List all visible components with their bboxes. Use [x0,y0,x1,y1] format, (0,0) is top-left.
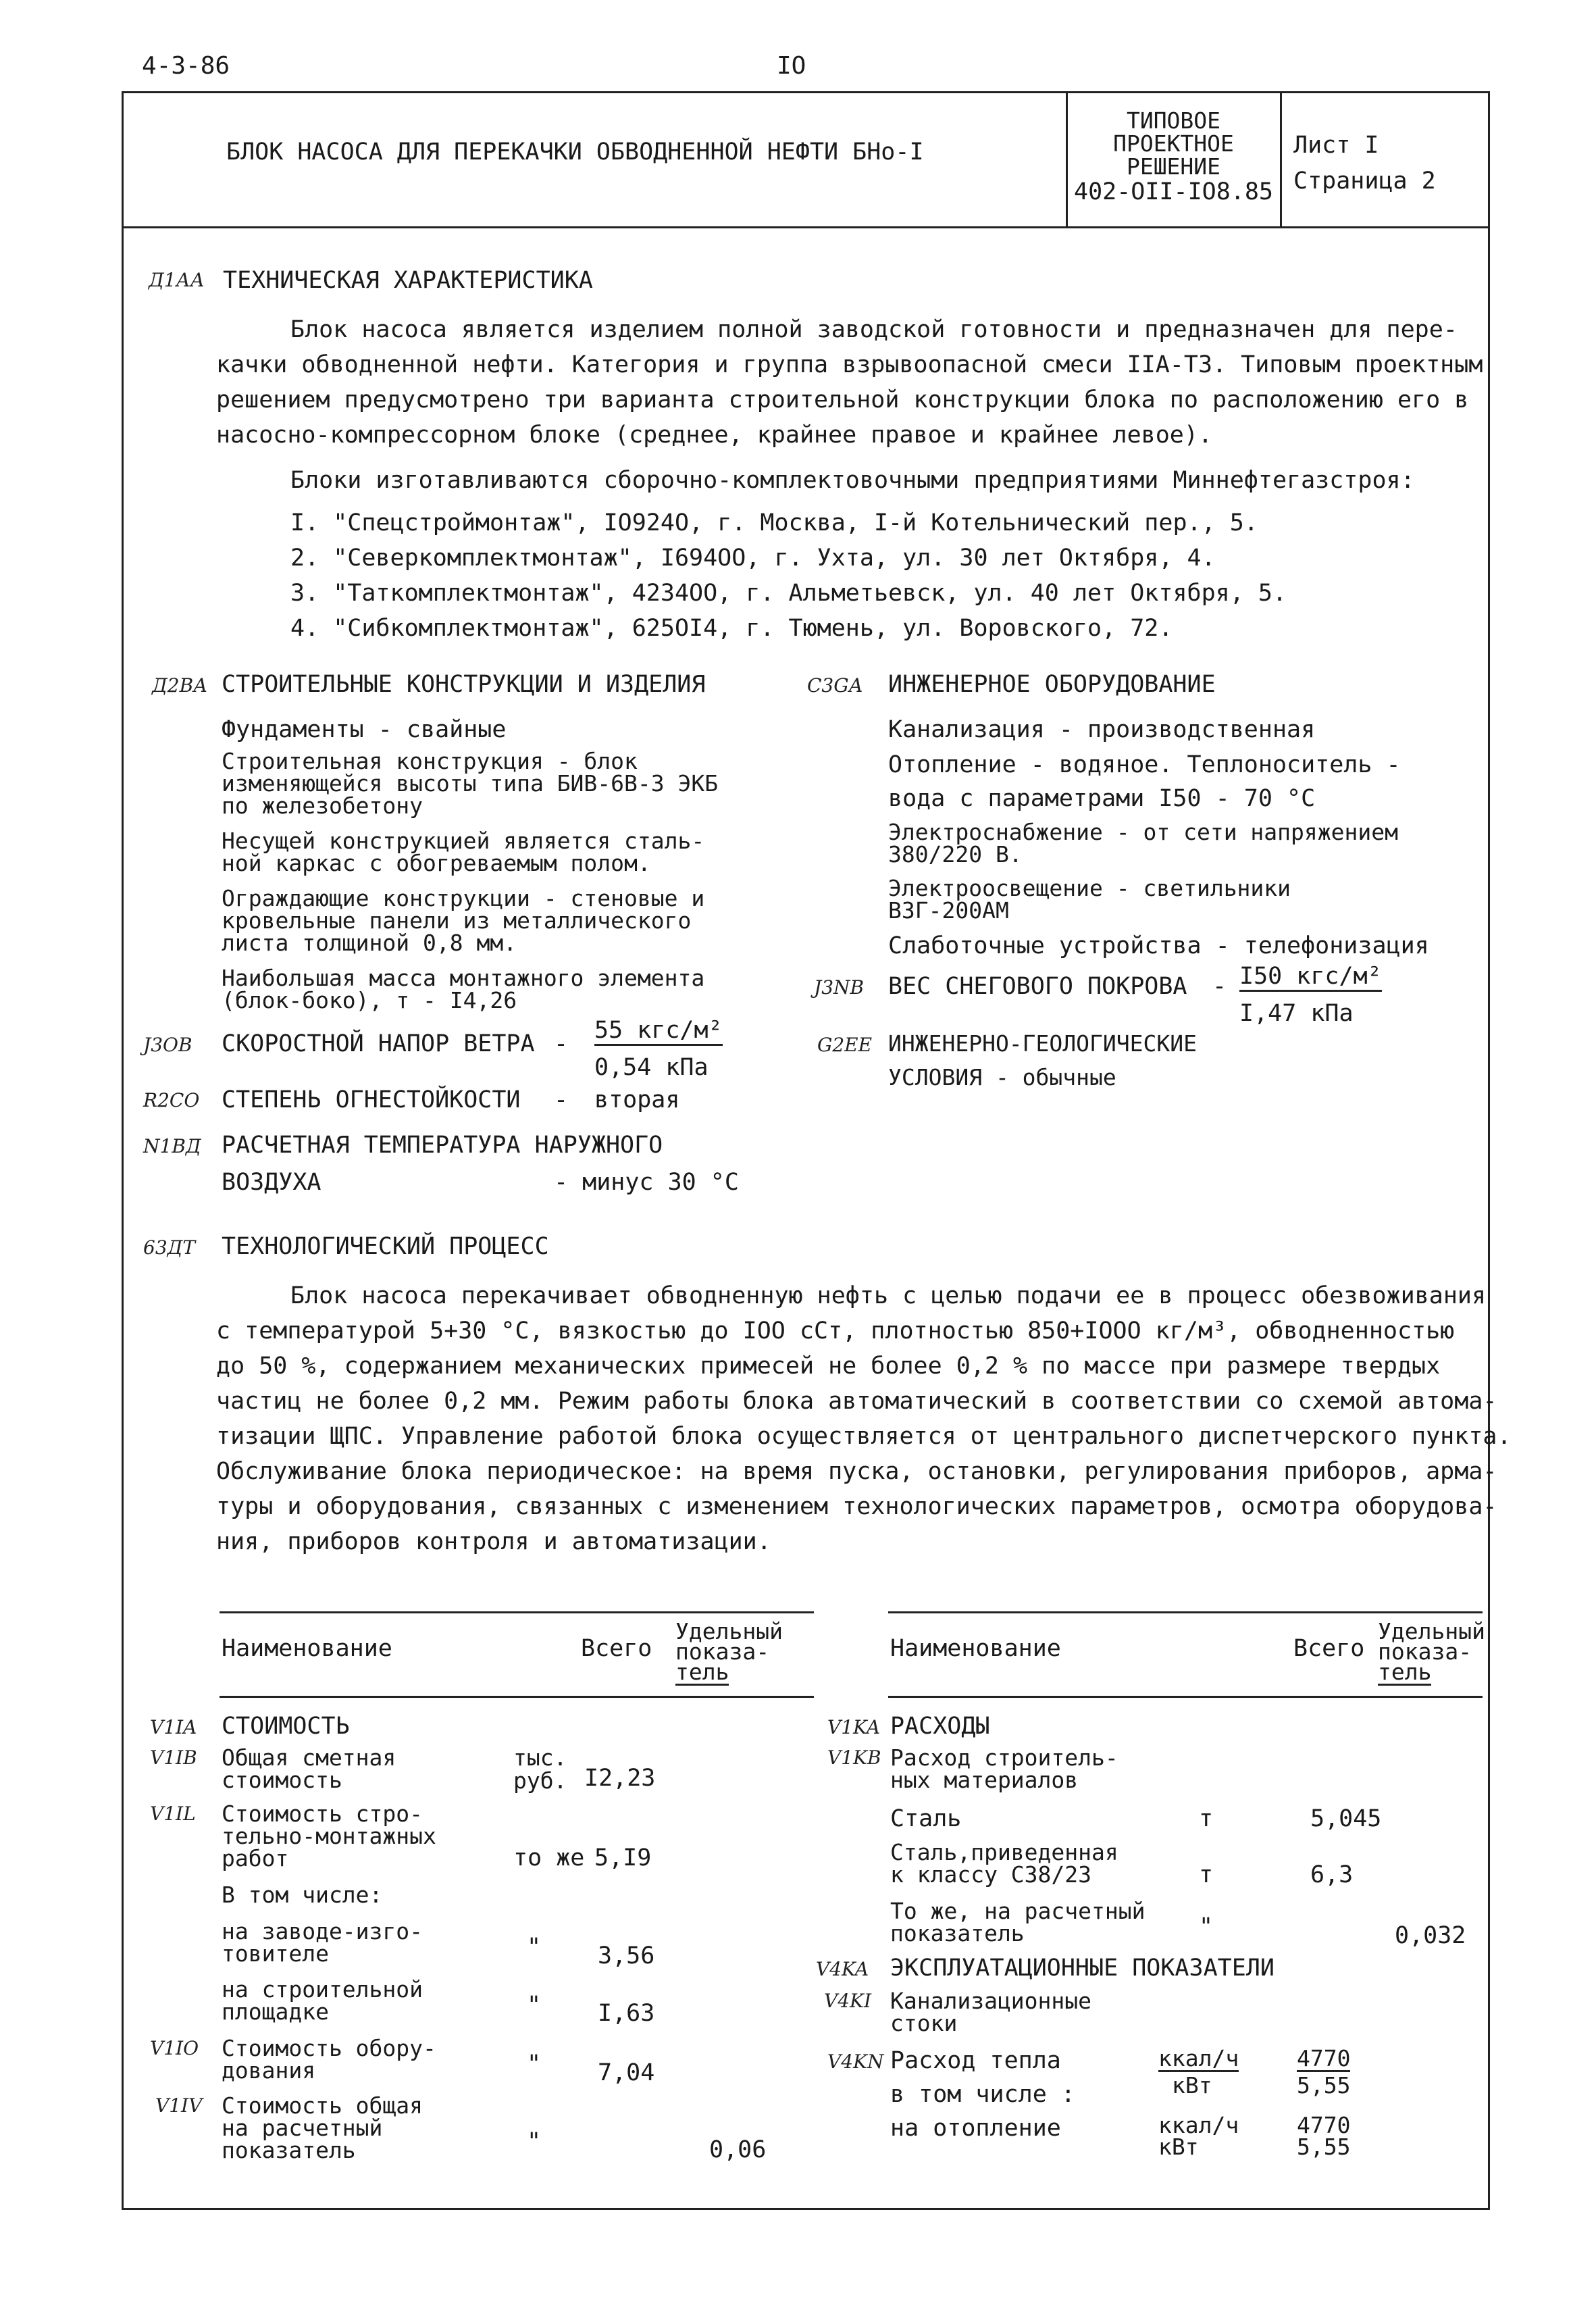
table-row: тельно-монтажных [222,1823,436,1849]
row-code: V4KA [816,1958,869,1980]
constr-line: Наибольшая масса монтажного элемента [222,965,705,991]
table-head-rule [888,1696,1483,1698]
table-row: Стоимость обору- [222,2035,436,2061]
table-head-spec: тель [1378,1659,1432,1685]
constr-line: Несущей конструкцией является сталь- [222,828,705,854]
paragraph-line: Блок насоса является изделием полной заводской готовности и предназначен для пере- [290,316,1458,343]
table-row: СТОИМОСТЬ [222,1713,350,1740]
row-code: V4KN [827,2051,884,2073]
temp-label: РАСЧЕТНАЯ ТЕМПЕРАТУРА НАРУЖНОГО [222,1132,663,1159]
section-code: 63ДТ [143,1236,196,1259]
table-top-rule [220,1611,814,1613]
snow-code: J3NВ [814,976,865,999]
row-spec: 0,06 [709,2136,767,2163]
temp-value: - минус 30 °С [554,1169,739,1196]
table-row: работ [222,1845,289,1871]
table-row: стоимость [222,1767,342,1793]
paragraph-line: с температурой 5+30 °С, вязкостью до IOO сСт, плотностью 850+IOOO кг/м³, обводненностью [216,1317,1455,1344]
page-number: IO [777,52,806,80]
table-head-spec: показа- [1378,1638,1472,1665]
equip-line: Слаботочные устройства - телефонизация [888,932,1429,959]
section-title: ТЕХНОЛОГИЧЕСКИЙ ПРОЦЕСС [222,1233,549,1260]
fire-code: R2СО [143,1089,200,1111]
constr-line: (блок-боко), т - I4,26 [222,987,517,1013]
constr-line: по железобетону [222,793,423,819]
table-row: Канализационные [890,1988,1092,2014]
wind-value-kpa: 0,54 кПа [594,1054,709,1081]
row-unit: т [1199,1805,1214,1832]
row-unit: кВт [1172,2072,1212,2098]
header-vline-2 [1280,91,1282,226]
paragraph-line: решением предусмотрено три варианта строительной конструкции блока по расположению его в [216,386,1469,413]
section-title: ИНЖЕНЕРНОЕ ОБОРУДОВАНИЕ [888,671,1216,698]
table-row: То же, на расчетный [890,1898,1145,1924]
section-title: ТЕХНИЧЕСКАЯ ХАРАКТЕРИСТИКА [223,267,593,294]
doc-title: БЛОК НАСОСА ДЛЯ ПЕРЕКАЧКИ ОБВОДНЕННОЙ НЕФТИ БНо-I [226,139,924,166]
paragraph-line: ния, приборов контроля и автоматизации. [216,1528,771,1555]
row-unit: ккал/ч [1158,2045,1239,2071]
row-code: V1IA [150,1716,197,1738]
table-head-spec: Удельный [675,1618,783,1644]
doc-code: 4-3-86 [142,52,230,80]
project-number: 402-OII-IO8.85 [1074,178,1274,205]
row-unit: то же [513,1844,585,1871]
row-unit: тыс. руб. [513,1744,567,1794]
row-total: 5,55 [1297,2072,1351,2098]
table-head-name: Наименование [890,1635,1061,1662]
equip-line: Электроосвещение - светильники [888,875,1291,901]
paragraph-line: тизации ЩПС. Управление работой блока осуществляется от центрального диспетчерского пункта. [216,1423,1512,1450]
row-unit: " [527,1992,542,2019]
equip-line: ВЗГ-200АМ [888,897,1009,924]
wind-code: J3ОВ [143,1034,192,1056]
row-unit: " [527,1934,542,1961]
section-code: Д1АА [149,269,205,291]
temp-code: N1ВД [143,1135,201,1157]
table-row: Расход строитель- [890,1744,1118,1771]
table-head-rule [220,1696,814,1698]
wind-value: 55 кгс/м² [594,1017,723,1046]
table-head-total: Всего [581,1635,652,1662]
equip-line: вода с параметрами I50 - 70 °С [888,785,1316,812]
paragraph-line: туры и оборудования, связанных с изменением технологических параметров, осмотра оборудова- [216,1493,1497,1520]
type-line-3: РЕШЕНИЕ [1126,153,1221,180]
header-divider [122,226,1488,228]
table-row: к классу С38/23 [890,1861,1092,1888]
table-row: Расход тепла [890,2047,1061,2074]
row-unit: " [1199,1913,1214,1940]
table-top-rule [888,1611,1483,1613]
table-head-spec: показа- [675,1638,770,1665]
paragraph-line: частиц не более 0,2 мм. Режим работы блока автоматический в соответствии со схемой автома- [216,1388,1497,1415]
table-row: товителе [222,1940,329,1967]
snow-label: ВЕС СНЕГОВОГО ПОКРОВА [888,973,1187,1000]
table-head-spec: тель [675,1659,729,1685]
row-total: 5,045 [1310,1805,1382,1832]
row-total: I2,23 [584,1765,656,1792]
maker-item: 2. "Северкомплектмонтаж", I694OO, г. Ухта, ул. 30 лет Октября, 4. [290,545,1216,572]
table-row: на заводе-изго- [222,1918,423,1944]
paragraph-line: Блок насоса перекачивает обводненную нефть с целью подачи ее в процесс обезвоживания [290,1282,1487,1309]
table-head-total: Всего [1293,1635,1365,1662]
constr-line: кровельные панели из металлического [222,907,692,934]
geo-code: G2ЕЕ [817,1034,873,1056]
snow-value: I50 кгс/м² [1239,963,1382,992]
paragraph-line: качки обводненной нефти. Категория и группа взрывоопасной смеси IIA-T3. Типовым проектным [216,351,1483,378]
row-total: 6,3 [1310,1861,1354,1888]
geo-label-2: УСЛОВИЯ - обычные [888,1064,1116,1090]
fire-label: СТЕПЕНЬ ОГНЕСТОЙКОСТИ [222,1086,521,1113]
row-code: V1IV [155,2094,203,2117]
paragraph-line: Обслуживание блока периодическое: на время пуска, остановки, регулирования приборов, арма- [216,1458,1497,1485]
row-unit: " [527,2051,542,2078]
row-code: V1KB [827,1746,881,1769]
table-row: ных материалов [890,1767,1079,1793]
row-code: V4KI [824,1990,872,2012]
table-row: РАСХОДЫ [890,1713,990,1740]
row-unit: т [1199,1861,1214,1888]
constr-line: Фундаменты - свайные [222,716,507,743]
row-code: V1IB [150,1746,197,1769]
row-code: V1IL [150,1803,196,1825]
table-row: В том числе: [222,1882,383,1908]
table-row: Стоимость стро- [222,1801,423,1827]
row-code: V1KA [827,1716,881,1738]
row-unit: ккал/ч кВт [1158,2112,1239,2160]
wind-label: СКОРОСТНОЙ НАПОР ВЕТРА [222,1030,535,1057]
sheet-label: Лист I [1293,132,1379,159]
equip-line: Отопление - водяное. Теплоноситель - [888,751,1401,778]
row-unit: " [527,2128,542,2155]
constr-line: Строительная конструкция - блок [222,748,638,774]
table-row: Сталь [890,1805,962,1832]
row-total: 5,I9 [594,1844,652,1871]
table-head-spec: Удельный [1378,1618,1485,1644]
constr-line: Ограждающие конструкции - стеновые и [222,885,705,911]
table-row: Общая сметная [222,1744,396,1771]
row-spec: 0,032 [1395,1922,1466,1949]
snow-value-kpa: I,47 кПа [1239,1000,1354,1027]
page-label: Страница 2 [1293,168,1436,195]
maker-item: 3. "Таткомплектмонтаж", 4234OO, г. Альметьевск, ул. 40 лет Октября, 5. [290,580,1287,607]
equip-line: Электроснабжение - от сети напряжением [888,819,1398,845]
section-code: Д2ВА [152,674,208,697]
equip-line: 380/220 В. [888,841,1023,867]
table-row: на строительной [222,1976,423,2003]
type-line-1: ТИПОВОЕ [1126,107,1221,134]
table-row: Стоимость общая [222,2092,423,2119]
snow-dash: - [1212,973,1227,1000]
row-total: I,63 [598,2000,655,2027]
constr-line: изменяющейся высоты типа БИВ-6В-3 ЭКБ [222,770,719,797]
table-head-name: Наименование [222,1635,392,1662]
constr-line: листа толщиной 0,8 мм. [222,930,517,956]
table-row: на отопление [890,2115,1061,2142]
row-total: 7,04 [598,2059,655,2086]
table-row: на расчетный [222,2115,383,2141]
header-vline-1 [1066,91,1068,226]
row-total: 4770 5,55 [1297,2112,1351,2160]
fire-value: вторая [594,1086,680,1113]
section-title: СТРОИТЕЛЬНЫЕ КОНСТРУКЦИИ И ИЗДЕЛИЯ [222,671,706,698]
row-code: V1IO [150,2037,199,2059]
table-row: показатель [890,1920,1025,1946]
equip-line: Канализация - производственная [888,716,1316,743]
paragraph-line: до 50 %, содержанием механических примесей не более 0,2 % по массе при размере твердых [216,1353,1441,1380]
temp-label-2: ВОЗДУХА [222,1169,321,1196]
wind-dash: - [554,1030,569,1057]
row-total: 4770 [1297,2045,1351,2071]
geo-label: ИНЖЕНЕРНО-ГЕОЛОГИЧЕСКИЕ [888,1030,1197,1057]
row-total: 3,56 [598,1942,655,1969]
table-row: Сталь,приведенная [890,1839,1118,1865]
maker-item: I. "Спецстроймонтаж", IO924O, г. Москва, I-й Котельнический пер., 5. [290,509,1258,536]
table-row: показатель [222,2137,356,2163]
table-row: площадке [222,1998,329,2025]
makers-intro: Блоки изготавливаются сборочно-комплектовочными предприятиями Миннефтегазстроя: [290,467,1415,494]
fire-dash: - [554,1086,569,1113]
type-line-2: ПРОЕКТНОЕ [1113,130,1234,157]
table-row: стоки [890,2010,958,2036]
constr-line: ной каркас с обогреваемым полом. [222,850,651,876]
table-row: в том числе : [890,2081,1075,2108]
paragraph-line: насосно-компрессорном блоке (среднее, крайнее правое и крайнее левое). [216,422,1213,449]
section-code: С3GА [807,674,863,697]
table-row: дования [222,2057,316,2084]
table-row: ЭКСПЛУАТАЦИОННЫЕ ПОКАЗАТЕЛИ [890,1955,1275,1982]
maker-item: 4. "Сибкомплектмонтаж", 625OI4, г. Тюмень, ул. Воровского, 72. [290,615,1173,642]
